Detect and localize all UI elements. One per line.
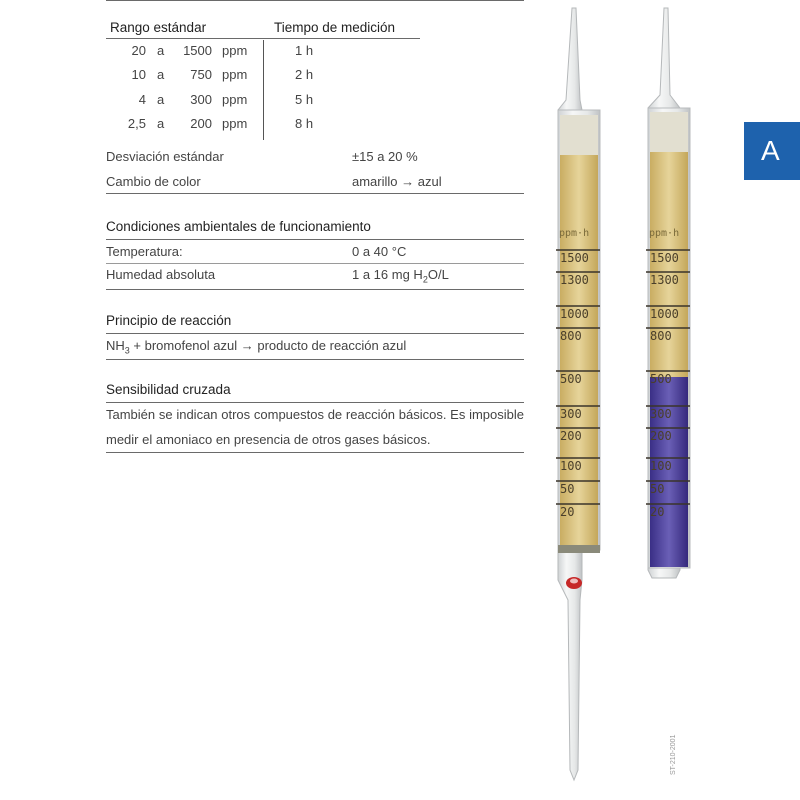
tube-left <box>558 8 600 780</box>
tube-scale-label: 1500 <box>650 251 679 265</box>
tube-scale-label: 20 <box>650 505 665 519</box>
cross-text: También se indican otros compuestos de reacción básicos. Es imposible medir el amoniaco en presencia de otros gases básicos. <box>106 407 524 447</box>
tube-scale-label: 300 <box>650 407 672 421</box>
std-dev-value: ±15 a 20 % <box>352 149 418 164</box>
tube-scale-label: 1000 <box>560 307 589 321</box>
temperature-value: 0 a 40 °C <box>352 244 407 259</box>
tube-scale-label: 100 <box>650 459 672 473</box>
tube-scale-label: 20 <box>560 505 575 519</box>
reaction-formula: $NH_3$ + bromofenol azul → producto de reacción azul <box>106 338 407 356</box>
ambient-row-rule <box>106 263 524 264</box>
tube-scale-label: 1300 <box>650 273 679 287</box>
ranges-header-rule <box>106 38 420 39</box>
cross-title: Sensibilidad cruzada <box>106 382 231 397</box>
cross-rule <box>106 452 524 453</box>
tube-scale-label: 100 <box>560 459 582 473</box>
ambient-title-rule <box>106 239 524 240</box>
color-change-value: amarillo → azul <box>352 174 442 189</box>
std-dev-label: Desviación estándar <box>106 149 224 164</box>
specs-rule <box>106 193 524 194</box>
tube-scale-label: 500 <box>560 372 582 386</box>
ambient-title: Condiciones ambientales de funcionamiento <box>106 219 371 234</box>
tube-scale-unit: ppm·h <box>559 228 590 239</box>
time-header: Tiempo de medición <box>274 20 396 35</box>
tube-scale-label: 200 <box>560 429 582 443</box>
section-tab: A <box>744 122 800 180</box>
detector-tubes-illustration <box>540 0 740 800</box>
ambient-rule <box>106 289 524 290</box>
range-header: Rango estándar <box>110 20 207 35</box>
tube-scale-label: 1000 <box>650 307 679 321</box>
reaction-title: Principio de reacción <box>106 313 232 328</box>
image-code: ST-210-2001 <box>670 734 677 775</box>
humidity-label: Humedad absoluta <box>106 267 216 282</box>
tube-scale-label: 200 <box>650 429 672 443</box>
tube-scale-label: 500 <box>650 372 672 386</box>
ranges-divider <box>263 40 264 140</box>
tube-scale-unit: ppm·h <box>649 228 680 239</box>
tube-scale-label: 800 <box>650 329 672 343</box>
humidity-value: 1 a 16 mg $H_2O/L$ <box>352 267 449 285</box>
tube-scale-label: 800 <box>560 329 582 343</box>
top-rule <box>106 0 524 1</box>
tube-scale-label: 50 <box>560 482 575 496</box>
temperature-label: Temperatura: <box>106 244 183 259</box>
color-change-label: Cambio de color <box>106 174 201 189</box>
tube-scale-label: 300 <box>560 407 582 421</box>
tube-scale-label: 1500 <box>560 251 589 265</box>
reaction-rule <box>106 359 524 360</box>
tube-scale-label: 1300 <box>560 273 589 287</box>
reaction-title-rule <box>106 333 524 334</box>
tube-scale-label: 50 <box>650 482 665 496</box>
